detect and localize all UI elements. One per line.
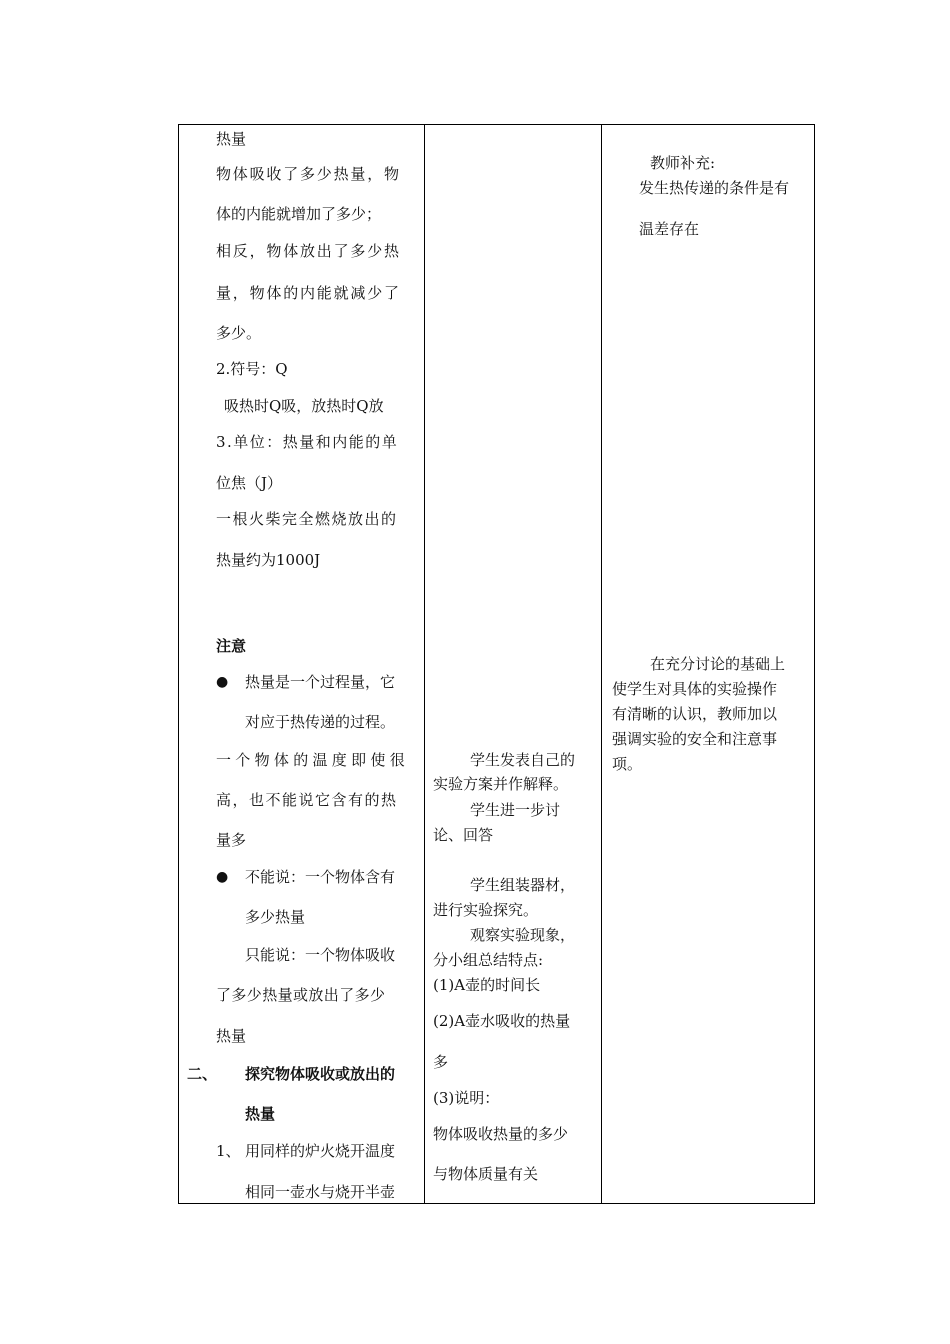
col3-line: 温差存在	[639, 220, 700, 238]
section2-number: 二、	[187, 1065, 218, 1083]
col1-line: 3.单位：热量和内能的单	[216, 433, 399, 451]
section2-title: 热量	[245, 1105, 276, 1123]
col1-line: 物体吸收了多少热量，物	[216, 165, 401, 183]
col1-line: 了多少热量或放出了多少	[216, 986, 386, 1004]
note-heading: 注意	[216, 637, 247, 655]
col2-line: 物体吸收热量的多少	[433, 1125, 569, 1143]
col2-line: 学生进一步讨	[470, 801, 561, 819]
col1-line: 吸热时Q吸，放热时Q放	[224, 397, 384, 415]
col2-line: (2)A壶水吸收的热量	[433, 1012, 571, 1030]
col2-line: 多	[433, 1053, 449, 1071]
col2-line: 学生发表自己的	[470, 751, 576, 769]
col3-line: 项。	[612, 755, 643, 773]
col3-line: 使学生对具体的实验操作	[612, 680, 778, 698]
col1-line: 位焦（J）	[216, 474, 283, 492]
bullet2-line: 不能说：一个物体含有	[245, 868, 396, 886]
col2-line: 进行实验探究。	[433, 901, 539, 919]
col3-line: 有清晰的认识，教师加以	[612, 705, 778, 723]
col3-line: 在充分讨论的基础上	[650, 655, 786, 673]
column-divider-2	[601, 124, 602, 1204]
item1-line: 用同样的炉火烧开温度	[245, 1142, 396, 1160]
col1-line: 相反，物体放出了多少热	[216, 242, 401, 260]
col1-line: 热量约为1000J	[216, 551, 321, 569]
bullet1-line: 对应于热传递的过程。	[245, 713, 396, 731]
col2-line: 观察实验现象，	[470, 926, 576, 944]
bullet1-line: 热量是一个过程量，它	[245, 673, 396, 691]
col2-line: (1)A壶的时间长	[433, 976, 541, 994]
col1-line: 热量	[216, 130, 247, 148]
col1-line: 多少。	[216, 324, 262, 342]
col3-line: 强调实验的安全和注意事	[612, 730, 778, 748]
bullet-icon: ●	[216, 869, 229, 885]
item1-number: 1、	[216, 1142, 241, 1160]
col2-line: (3)说明：	[433, 1089, 500, 1107]
item1-line: 相同一壶水与烧开半壶	[245, 1183, 396, 1201]
col3-line: 教师补充:	[650, 154, 716, 172]
col1-line: 只能说：一个物体吸收	[245, 946, 396, 964]
col1-line: 一个物体的温度即使很	[216, 751, 410, 769]
col2-line: 论、回答	[433, 826, 494, 844]
col1-line: 量多	[216, 831, 247, 849]
col1-line: 热量	[216, 1027, 247, 1045]
col1-line: 一根火柴完全燃烧放出的	[216, 510, 398, 528]
col1-line: 2.符号：Q	[216, 360, 288, 378]
bullet2-line: 多少热量	[245, 908, 306, 926]
column-divider-1	[424, 124, 425, 1204]
col3-line: 发生热传递的条件是有	[639, 179, 790, 197]
col2-line: 分小组总结特点:	[433, 951, 544, 969]
col1-line: 量，物体的内能就减少了	[216, 284, 401, 302]
col2-line: 与物体质量有关	[433, 1165, 539, 1183]
col2-line: 学生组装器材，	[470, 876, 576, 894]
col1-line: 高，也不能说它含有的热	[216, 791, 398, 809]
bullet-icon: ●	[216, 674, 229, 690]
col1-line: 体的内能就增加了多少；	[216, 205, 382, 223]
col2-line: 实验方案并作解释。	[433, 775, 569, 793]
section2-title: 探究物体吸收或放出的	[245, 1065, 396, 1083]
